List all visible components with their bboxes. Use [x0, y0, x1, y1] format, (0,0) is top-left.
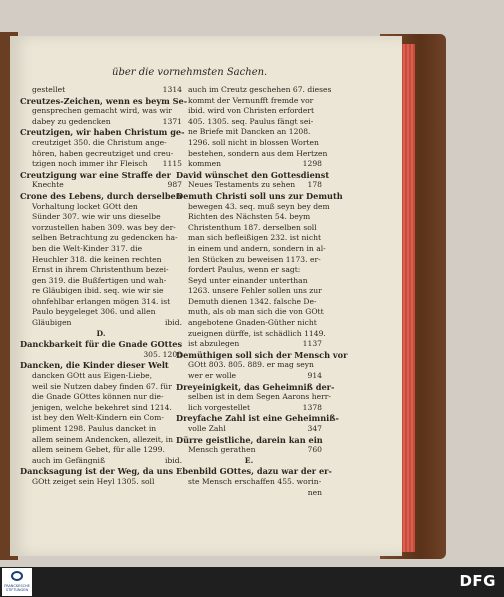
entry-text: Richten des Nächsten 54. beym — [188, 212, 311, 222]
entry-page-number: 1298 — [302, 159, 322, 169]
entry-text: vorzustellen haben 309. was bey der- — [32, 222, 176, 232]
index-entry-line — [176, 424, 322, 435]
entry-text: Dürre geistliche, darein kan ein — [176, 434, 323, 445]
entry-text: ben die Welt-Kinder 317. die — [32, 243, 143, 253]
entry-text: gestellet — [32, 85, 66, 94]
entry-text: wer er wolle — [188, 371, 236, 381]
index-entry-line — [176, 169, 330, 181]
entry-text: Dancksagung ist der Weg, da uns — [20, 466, 174, 477]
entry-text: fordert Paulus, wenn er sagt: — [188, 265, 301, 275]
index-entry-line — [20, 170, 182, 181]
entry-text: dabey zu gedencken — [32, 116, 111, 126]
index-entry-line — [176, 477, 322, 488]
entry-text: 1263. unsere Fehler sollen uns zur — [188, 286, 322, 296]
index-entry-line — [20, 477, 182, 488]
index-entry-line — [20, 297, 182, 308]
entry-text: Demuth Christi soll uns zur Demuth — [176, 190, 343, 201]
entry-text: ne Briefe mit Dancken an 1208. — [188, 127, 311, 137]
entry-text — [32, 350, 140, 361]
entry-text: jenigen, welche bekehret sind 1214. — [32, 402, 172, 412]
entry-text: ist abzulegen — [188, 339, 240, 349]
index-entry-line — [176, 349, 348, 361]
index-entry-line — [176, 488, 322, 499]
entry-page-number: 305. 1208 — [143, 349, 182, 359]
index-entry-line — [176, 328, 326, 340]
logo-text: FRANCKESCHE STIFTUNGEN — [4, 584, 30, 592]
entry-text: Knechte — [32, 180, 64, 190]
index-entry-line — [176, 318, 322, 329]
entry-text: gen 319. die Bußfertigen und wah- — [32, 275, 167, 285]
index-entry-line — [20, 382, 182, 393]
entry-page-number: 1115 — [162, 159, 182, 169]
index-entry-line — [20, 371, 182, 382]
entry-text: Neues Testaments zu sehen — [188, 180, 296, 190]
index-entry-line — [20, 466, 182, 477]
index-column-right — [176, 85, 348, 498]
entry-text: hören, haben gecreutziget und creu- — [32, 148, 174, 158]
index-entry-line — [176, 276, 322, 287]
entry-text: Sünder 307. wie wir uns dieselbe — [32, 212, 161, 222]
index-entry-line — [20, 360, 182, 371]
entry-text: Demuth dienen 1342. falsche De- — [188, 296, 317, 306]
index-entry-line — [176, 339, 322, 350]
index-entry-line — [20, 212, 182, 223]
entry-text: auch im Gefängniß — [32, 455, 106, 465]
index-entry-line — [176, 413, 339, 424]
index-entry-line — [20, 350, 182, 361]
entry-text: ohnfehlbar erlangen mögen 314. ist — [32, 296, 171, 306]
index-entry-line — [176, 223, 322, 234]
index-entry-line — [176, 445, 322, 456]
entry-text: Seyd unter einander unterthan — [188, 275, 308, 285]
index-entry-line — [20, 403, 182, 414]
index-entry-line — [176, 381, 335, 393]
entry-text: David wünschet den Gottesdienst — [176, 169, 330, 180]
index-entry-line — [20, 445, 182, 456]
index-entry-line — [176, 286, 322, 297]
index-entry-line — [20, 265, 182, 276]
entry-text: Vorhaltung locket GOtt den — [32, 201, 138, 211]
index-entry-line — [20, 202, 182, 213]
entry-text: ste Mensch erschaffen 455. worin- — [188, 476, 322, 486]
index-entry-line — [176, 159, 322, 170]
index-entry-line — [176, 106, 322, 117]
index-entry-line — [20, 413, 182, 424]
entry-text: Danckbarkeit für die Gnade GOttes — [20, 339, 183, 350]
index-entry-line — [176, 117, 322, 128]
index-entry-line — [20, 191, 182, 202]
entry-text: auch im Creutz geschehen 67. dieses — [188, 85, 332, 94]
index-entry-line — [20, 318, 182, 329]
entry-text: Crone des Lebens, durch derselben — [20, 190, 182, 201]
index-entry-line — [176, 180, 322, 191]
entry-text: len Stücken zu beweisen 1173. er- — [188, 254, 321, 264]
entry-text: selben Betrachtung zu gedencken ha- — [32, 233, 178, 243]
index-entry-line — [20, 180, 182, 191]
entry-text: GOtt zeiget sein Heyl 1305. soll — [32, 476, 155, 486]
index-entry-line — [20, 138, 182, 149]
entry-page-number: 1371 — [162, 116, 182, 126]
entry-text: lich vorgestellet — [188, 402, 251, 412]
index-entry-line — [176, 435, 322, 446]
dfg-logo[interactable]: DFG — [459, 572, 496, 590]
entry-text: muth, als ob man sich die von GOtt — [188, 307, 324, 317]
logo-emblem-icon — [11, 571, 23, 581]
index-entry-line — [176, 392, 331, 403]
entry-page-number: ibid. — [165, 455, 182, 465]
index-entry-line — [20, 255, 182, 266]
index-entry-line — [20, 329, 182, 340]
entry-text: Dancken, die Kinder dieser Welt — [20, 360, 169, 371]
entry-text: bewegen 43. seq. muß seyn bey dem — [188, 201, 330, 211]
index-entry-line — [20, 286, 182, 297]
entry-page-number: nen — [307, 487, 322, 497]
index-entry-line — [176, 85, 332, 96]
index-entry-line — [20, 339, 182, 350]
index-entry-line — [20, 106, 182, 117]
index-entry-line — [176, 148, 328, 160]
entry-text: 405. 1305. seq. Paulus fängt sei- — [188, 116, 314, 126]
entry-text: dancken GOtt aus Eigen-Liebe, — [32, 371, 152, 381]
entry-text: in einem und andern, sondern in al- — [188, 243, 326, 253]
index-entry-line — [176, 466, 332, 477]
entry-text: creutziget 350. die Christum ange- — [32, 137, 167, 147]
index-entry-line — [20, 149, 182, 160]
entry-text — [188, 488, 305, 499]
entry-text: allem seinem Gebet, für alle 1299. — [32, 445, 165, 455]
entry-text: kommt der Vernunfft fremde vor — [188, 95, 314, 105]
entry-text: Christenthum 187. derselben soll — [188, 222, 317, 232]
entry-text: zueignen dürffe, ist schädlich 1149. — [188, 328, 326, 338]
index-entry-line — [20, 85, 182, 96]
entry-text: allem seinem Andencken, allezeit, in — [32, 434, 173, 444]
entry-text: ist bey den Welt-Kindern ein Com- — [32, 413, 164, 423]
entry-text: Dreyeinigkeit, das Geheimniß der- — [176, 381, 335, 392]
index-entry-line — [176, 190, 343, 202]
index-entry-line — [20, 233, 182, 244]
index-entry-line — [176, 360, 322, 371]
entry-text: Paulo beygeleget 306. und allen — [32, 307, 156, 317]
entry-page-number: 1137 — [302, 339, 322, 349]
index-entry-line — [20, 159, 182, 170]
index-entry-line — [20, 127, 185, 138]
index-entry-line — [176, 243, 326, 255]
entry-text: Gläubigen — [32, 318, 72, 328]
entry-page-number: 760 — [307, 445, 322, 455]
entry-text: die Gnade GOttes können nur die- — [32, 392, 164, 402]
entry-page-number: 347 — [307, 424, 322, 433]
entry-text: D. — [96, 328, 106, 338]
index-column-left — [20, 85, 188, 488]
viewer-footer-bar — [0, 567, 504, 597]
index-entry-line — [20, 392, 182, 403]
index-entry-line — [176, 138, 322, 149]
index-entry-line — [176, 96, 322, 107]
entry-text: tzigen noch immer ihr Fleisch — [32, 159, 148, 169]
index-entry-line — [176, 403, 322, 414]
entry-text: re Gläubigen ibid. seq. wie wir sie — [32, 286, 164, 296]
index-entry-line — [176, 307, 322, 318]
entry-text: Heuchler 318. die keinen rechten — [32, 254, 162, 264]
entry-text: man sich befleißigen 232. ist nicht — [188, 233, 322, 243]
index-entry-line — [176, 233, 322, 244]
entry-text: selben ist in dem Segen Aarons herr- — [188, 392, 331, 402]
entry-text: Demüthigen soll sich der Mensch vor — [176, 349, 348, 360]
page-header: über die vornehmsten Sachen. — [112, 67, 268, 78]
entry-text: gensprechen gemacht wird, was wir — [32, 106, 172, 116]
entry-text: Ebenbild GOttes, dazu war der er- — [176, 466, 332, 477]
entry-text: Dreyfache Zahl ist eine Geheimniß- — [176, 413, 339, 424]
index-entry-line — [20, 244, 182, 255]
entry-page-number: 987 — [167, 180, 182, 190]
entry-page-number: 914 — [307, 371, 322, 381]
entry-text: Ernst in ihrem Christenthum bezei- — [32, 265, 169, 275]
index-entry-line — [20, 223, 182, 234]
entry-text: Creutzigung war eine Straffe der — [20, 169, 171, 180]
entry-page-number: ibid. — [165, 318, 182, 328]
entry-text: Creutzes-Zeichen, wenn es beym Se- — [20, 95, 188, 106]
entry-text: kommen — [188, 159, 221, 169]
index-entry-line — [20, 117, 182, 128]
index-entry-line — [176, 201, 330, 213]
entry-text: volle Zahl — [188, 424, 226, 433]
index-entry-line — [176, 371, 322, 382]
index-entry-line — [20, 456, 182, 467]
entry-page-number: 1378 — [302, 402, 322, 412]
entry-text: weil sie Nutzen dabey finden 67. für — [32, 381, 172, 391]
entry-text: 1296. soll nicht in blossen Worten — [188, 137, 319, 147]
entry-text: GOtt 803. 805. 889. er mag seyn — [188, 360, 314, 370]
entry-text: E. — [244, 455, 254, 465]
index-entry-line — [20, 95, 188, 107]
index-entry-line — [176, 255, 322, 266]
entry-text: angebotene Gnaden-Güther nicht — [188, 318, 317, 328]
index-entry-line — [176, 297, 322, 308]
index-entry-line — [176, 127, 322, 138]
entry-text: ibid. wird von Christen erfordert — [188, 106, 315, 116]
index-entry-line — [20, 435, 182, 446]
index-entry-line — [176, 456, 322, 467]
entry-page-number: 1314 — [162, 85, 182, 94]
index-entry-line — [176, 265, 322, 276]
entry-text: Creutzigen, wir haben Christum ge- — [20, 127, 185, 138]
index-entry-line — [20, 424, 182, 435]
entry-text: pliment 1298. Paulus dancket in — [32, 424, 157, 433]
index-entry-line — [20, 307, 182, 318]
entry-text: bestehen, sondern aus dem Hertzen — [188, 148, 328, 158]
institution-logo[interactable] — [2, 568, 32, 596]
index-entry-line — [20, 276, 182, 287]
entry-text: Mensch gerathen — [188, 445, 256, 455]
index-entry-line — [176, 212, 322, 223]
entry-page-number: 178 — [307, 180, 322, 190]
